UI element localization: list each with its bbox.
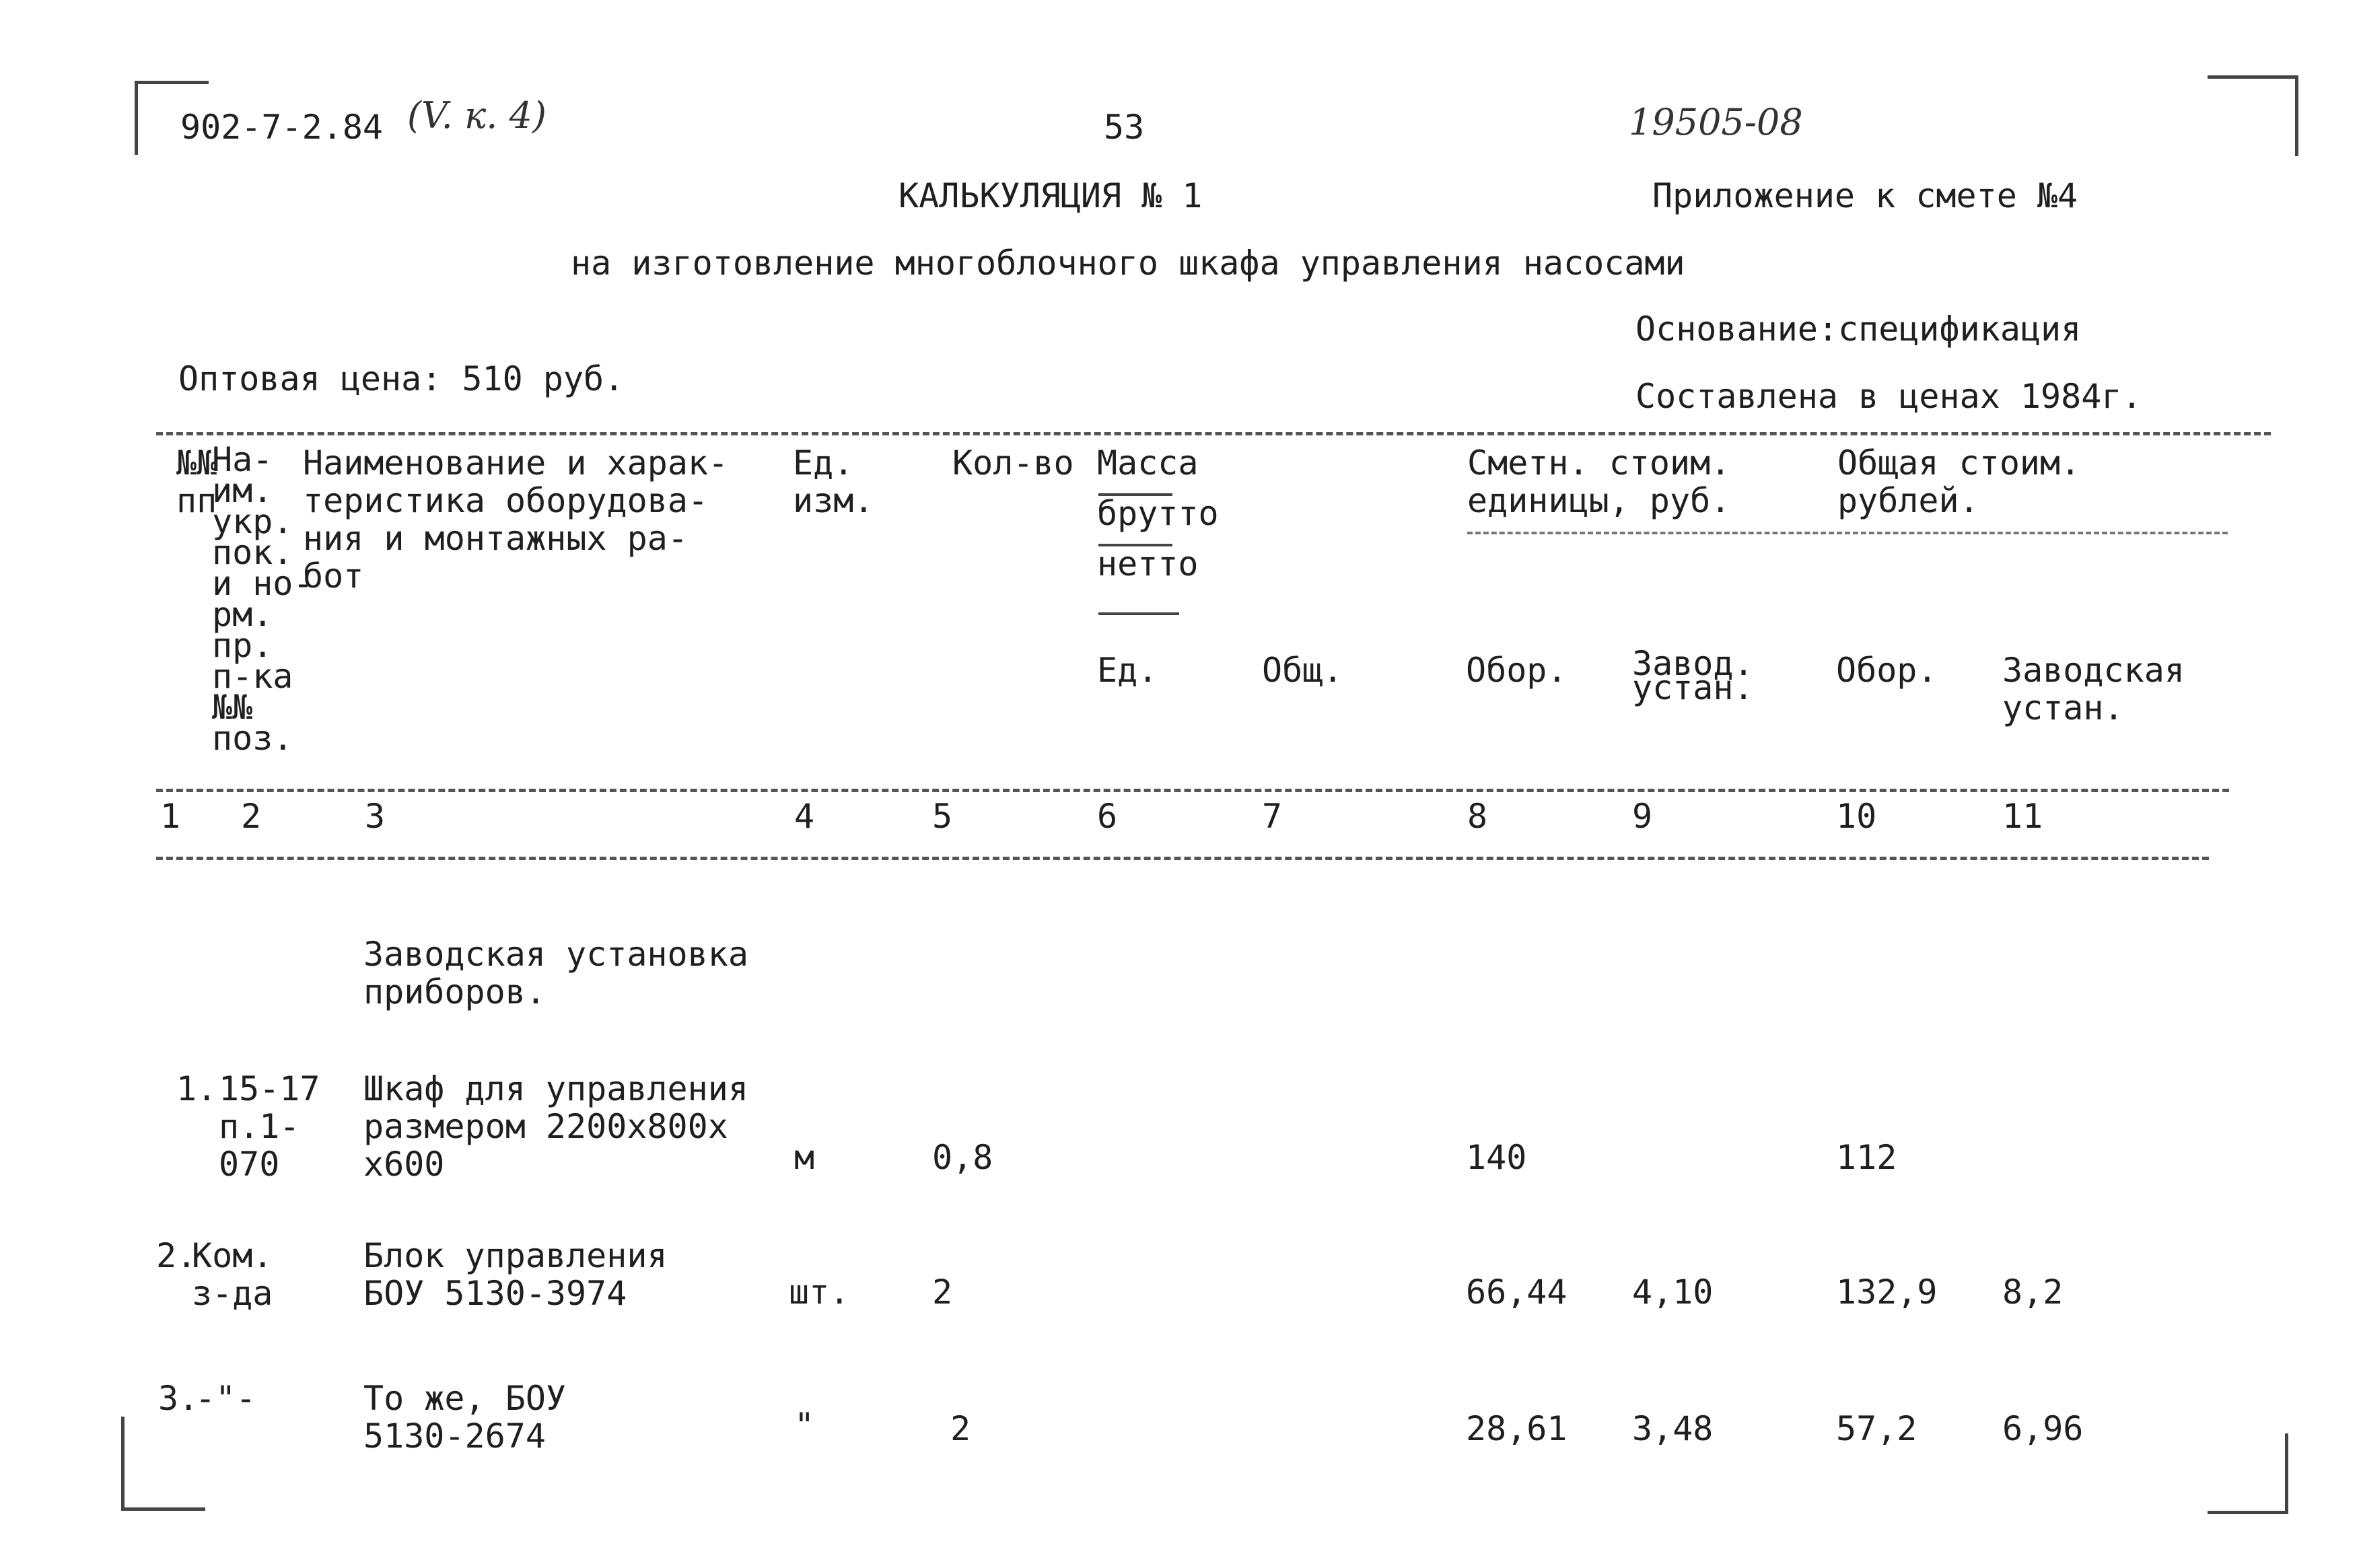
row-total-equipment-cost: 57,2 xyxy=(1836,1409,1917,1448)
row-unit: " xyxy=(794,1406,815,1445)
column-number: 5 xyxy=(932,797,953,836)
row-total-equipment-cost: 132,9 xyxy=(1836,1273,1938,1312)
inventory-number: 19505-08 xyxy=(1629,101,1803,143)
header-bottom-rule xyxy=(156,789,2229,792)
section-title: Заводская установка приборов. xyxy=(363,935,748,1011)
row-reference: Ком. з-да xyxy=(192,1236,273,1313)
cost-group-rule xyxy=(1467,532,2228,534)
appendix-note: Приложение к смете №4 xyxy=(1652,176,2078,215)
row-reference: -"- xyxy=(195,1379,256,1418)
header-col4: Ед. изм. xyxy=(793,443,874,520)
basis-note: Основание:спецификация xyxy=(1635,310,2082,349)
header-col5: Кол-во xyxy=(952,443,1074,483)
column-number: 9 xyxy=(1632,797,1653,836)
column-number: 3 xyxy=(365,797,386,836)
row-quantity: 0,8 xyxy=(932,1138,993,1177)
row-name: Шкаф для управления размером 2200х800х х600 xyxy=(363,1069,748,1184)
row-unit-equipment-cost: 28,61 xyxy=(1466,1409,1567,1448)
corner-mark-bottom-left xyxy=(121,1417,125,1507)
column-numbers-rule xyxy=(156,857,2209,860)
header-unit-cost-group: Сметн. стоим. единицы, руб. xyxy=(1467,443,1731,520)
header-col3: Наименование и харак- теристика оборудова- ния и монтажных ра- бот xyxy=(303,443,729,596)
row-number: 1. xyxy=(176,1069,217,1108)
header-col1: №№ пп xyxy=(176,443,217,520)
header-col10: Обор. xyxy=(1836,651,1938,690)
corner-mark-top-right-h xyxy=(2208,75,2298,79)
page-number: 53 xyxy=(1104,108,1145,147)
header-col7: Общ. xyxy=(1262,651,1343,690)
row-total-equipment-cost: 112 xyxy=(1836,1138,1897,1177)
document-title: КАЛЬКУЛЯЦИЯ № 1 xyxy=(898,176,1203,215)
row-unit-equipment-cost: 140 xyxy=(1466,1138,1527,1177)
corner-mark-bottom-right-h xyxy=(2208,1511,2288,1514)
header-col6-netto: нетто xyxy=(1097,544,1199,583)
document-subtitle: на изготовление многоблочного шкафа управления насосами xyxy=(571,244,1685,283)
row-reference: 15-17 п.1- 070 xyxy=(219,1069,320,1184)
column-number: 6 xyxy=(1097,797,1118,836)
header-col8: Обор. xyxy=(1466,651,1567,690)
row-unit: шт. xyxy=(789,1273,850,1312)
column-number: 7 xyxy=(1262,797,1283,836)
header-col6-brutto: брутто xyxy=(1097,494,1219,533)
row-unit-install-cost: 3,48 xyxy=(1632,1409,1714,1448)
row-unit-equipment-cost: 66,44 xyxy=(1466,1273,1567,1312)
header-total-cost-group: Общая стоим. рублей. xyxy=(1837,443,2081,520)
table-top-rule xyxy=(156,432,2271,435)
header-col6: Ед. xyxy=(1097,651,1158,690)
corner-mark-bottom-right xyxy=(2285,1433,2288,1514)
row-quantity: 2 xyxy=(932,1273,953,1312)
corner-mark-top-left xyxy=(135,81,138,155)
corner-mark-bottom-left-h xyxy=(121,1507,205,1511)
row-unit: м xyxy=(794,1138,815,1177)
row-quantity: 2 xyxy=(950,1409,971,1448)
column-number: 4 xyxy=(794,797,815,836)
mass-underline-3 xyxy=(1098,612,1179,615)
prices-year: Составлена в ценах 1984г. xyxy=(1635,377,2142,416)
row-total-install-cost: 6,96 xyxy=(2002,1409,2084,1448)
doc-code: 902-7-2.84 xyxy=(180,108,384,147)
corner-mark-top-left-h xyxy=(135,81,209,84)
corner-mark-top-right xyxy=(2295,75,2298,156)
row-number: 2. xyxy=(156,1236,197,1275)
column-number: 11 xyxy=(2002,797,2043,836)
column-number: 8 xyxy=(1467,797,1488,836)
header-col6-mass: Масса xyxy=(1097,443,1199,483)
header-col2: На- им. укр. пок. и но- рм. пр. п-ка №№ поз. xyxy=(212,440,314,758)
row-unit-install-cost: 4,10 xyxy=(1632,1273,1714,1312)
row-number: 3. xyxy=(158,1379,199,1418)
row-name: То же, БОУ 5130-2674 xyxy=(363,1379,567,1456)
column-number: 2 xyxy=(241,797,262,836)
header-col9: Завод. устан. xyxy=(1632,644,1754,707)
column-number: 10 xyxy=(1836,797,1877,836)
doc-note: (V. к. 4) xyxy=(407,94,547,137)
row-name: Блок управления БОУ 5130-3974 xyxy=(363,1236,668,1313)
column-number: 1 xyxy=(160,797,181,836)
row-total-install-cost: 8,2 xyxy=(2002,1273,2064,1312)
header-col11: Заводская устан. xyxy=(2002,651,2185,727)
wholesale-price: Оптовая цена: 510 руб. xyxy=(178,359,625,398)
